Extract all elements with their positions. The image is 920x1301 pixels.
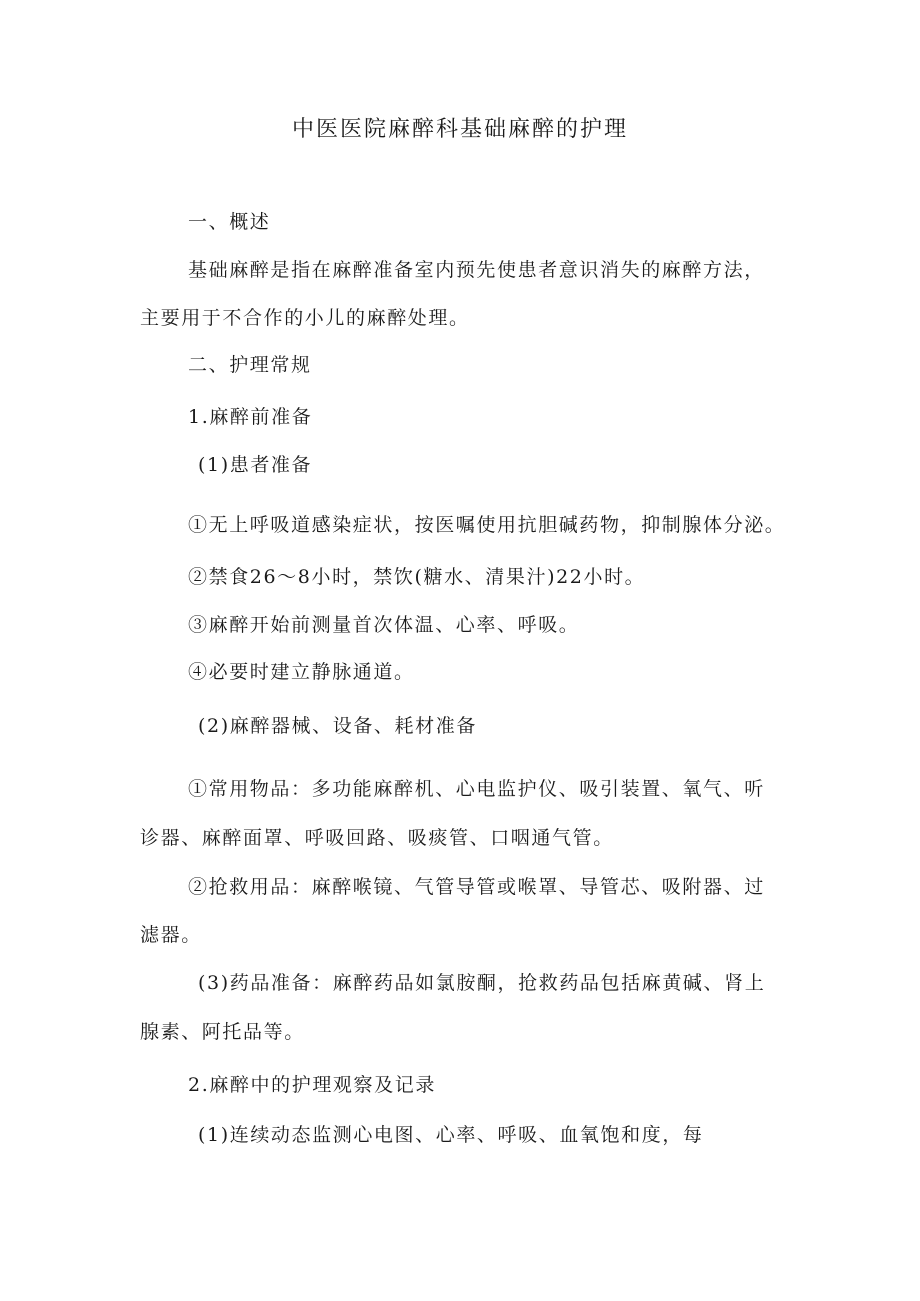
list-item: ②禁食26～8小时，禁饮(糖水、清果汁)22小时。 [188,566,646,588]
subheading-drug-prep: (3)药品准备：麻醉药品如氯胺酮，抢救药品包括麻黄碱、肾上 [198,972,766,994]
list-item: ②抢救用品：麻醉喉镜、气管导管或喉罩、导管芯、吸附器、过 [188,876,765,898]
subheading-patient-prep: (1)患者准备 [198,454,313,476]
subheading-intraoperative: 2.麻醉中的护理观察及记录 [188,1074,436,1096]
heading-overview: 一、概述 [188,211,271,233]
paragraph-line: 腺素、阿托品等。 [140,1021,305,1043]
list-item: ①无上呼吸道感染症状，按医嘱使用抗胆碱药物，抑制腺体分泌。 [188,514,786,536]
subheading-pre-anesthesia: 1.麻醉前准备 [188,406,313,428]
document-title: 中医医院麻醉科基础麻醉的护理 [291,117,628,142]
list-item: ③麻醉开始前测量首次体温、心率、呼吸。 [188,614,580,636]
list-item: ①常用物品：多功能麻醉机、心电监护仪、吸引装置、氧气、听 [188,778,765,800]
paragraph-line: (1)连续动态监测心电图、心率、呼吸、血氧饱和度，每 [198,1124,704,1146]
paragraph-line: 基础麻醉是指在麻醉准备室内预先使患者意识消失的麻醉方法， [188,259,765,281]
heading-nursing-routine: 二、护理常规 [188,354,312,376]
subheading-equipment-prep: (2)麻醉器械、设备、耗材准备 [198,715,477,737]
paragraph-line: 主要用于不合作的小儿的麻醉处理。 [140,307,470,329]
list-item: ④必要时建立静脉通道。 [188,661,415,683]
list-item-continuation: 诊器、麻醉面罩、呼吸回路、吸痰管、口咽通气管。 [140,827,614,849]
list-item-continuation: 滤器。 [140,924,202,946]
